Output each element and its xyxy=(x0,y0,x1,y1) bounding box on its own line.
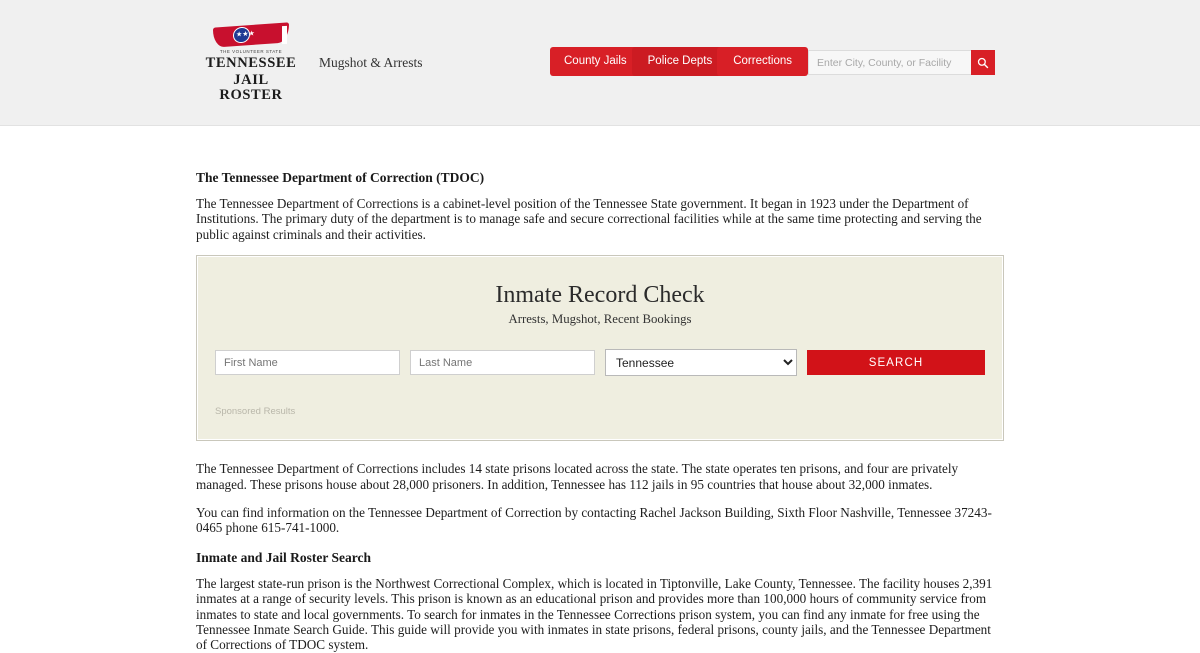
search-icon xyxy=(977,57,989,69)
last-name-input[interactable] xyxy=(410,350,595,375)
paragraph-roster-search: The largest state-run prison is the Northwest Correctional Complex, which is located in Tiptonville, Lake County, Tennessee. The facility houses 2,391 inmates at a range of security levels. This prison is known as an educational prison and provides more than 100,000 hours of community service from inmates to state and local governments. To search for inmates in the Tennessee Corrections prison system, you can find any inmate for free using the Tennessee Inmate Search Guide. This guide will provide you with inmates in state prisons, federal prisons, county jails, and the Tennessee Department of Corrections of TDOC system. xyxy=(196,575,993,653)
nav-item-county-jails[interactable]: County Jails xyxy=(550,47,641,76)
main-navigation xyxy=(550,47,799,76)
logo-line-2: JAIL ROSTER xyxy=(219,72,283,103)
widget-subtitle: Arrests, Mugshot, Recent Bookings xyxy=(508,312,692,327)
header-search xyxy=(808,50,995,75)
inmate-record-check-widget xyxy=(196,255,1004,441)
inmate-search-form xyxy=(215,349,985,376)
sponsored-results-label: Sponsored Results xyxy=(215,406,296,418)
state-select[interactable] xyxy=(605,349,797,376)
search-button[interactable] xyxy=(971,50,995,75)
site-logo[interactable] xyxy=(205,22,297,103)
nav-item-corrections[interactable]: Corrections xyxy=(717,47,808,76)
site-header xyxy=(0,0,1200,126)
widget-title: Inmate Record Check xyxy=(495,282,705,309)
paragraph-contact: You can find information on the Tennessee Department of Correction by contacting Rachel Jackson Building, Sixth Floor Nashville, Tennessee 37243-0465 phone 615-741-1000. xyxy=(196,505,992,536)
site-tagline: Mugshot & Arrests xyxy=(319,54,423,70)
paragraph-intro: The Tennessee Department of Corrections is a cabinet-level position of the Tennessee State government. It began in 1923 under the Department of Institutions. The primary duty of the department is to manage safe and secure correctional facilities while at the same time protecting and serving the public against criminals and their activities. xyxy=(196,196,982,242)
page-title: The Tennessee Department of Correction (TDOC) xyxy=(196,170,485,185)
search-input[interactable] xyxy=(808,50,971,75)
tennessee-flag-icon: ★★★ xyxy=(213,22,289,48)
logo-line-1: TENNESSEE xyxy=(205,55,297,71)
paragraph-prisons: The Tennessee Department of Corrections includes 14 state prisons located across the state. The state operates ten prisons, and four are privately managed. These prisons house about 28,000 prisoners. In addition, Tennessee has 112 jails in 95 countries that house about 32,000 inmates. xyxy=(196,461,959,492)
widget-search-button[interactable]: SEARCH xyxy=(807,350,985,375)
first-name-input[interactable] xyxy=(215,350,400,375)
nav-item-police-depts[interactable]: Police Depts xyxy=(632,47,727,76)
main-content xyxy=(0,126,1200,653)
section-title-roster-search: Inmate and Jail Roster Search xyxy=(196,549,371,565)
logo-subtitle: THE VOLUNTEER STATE xyxy=(219,49,283,54)
